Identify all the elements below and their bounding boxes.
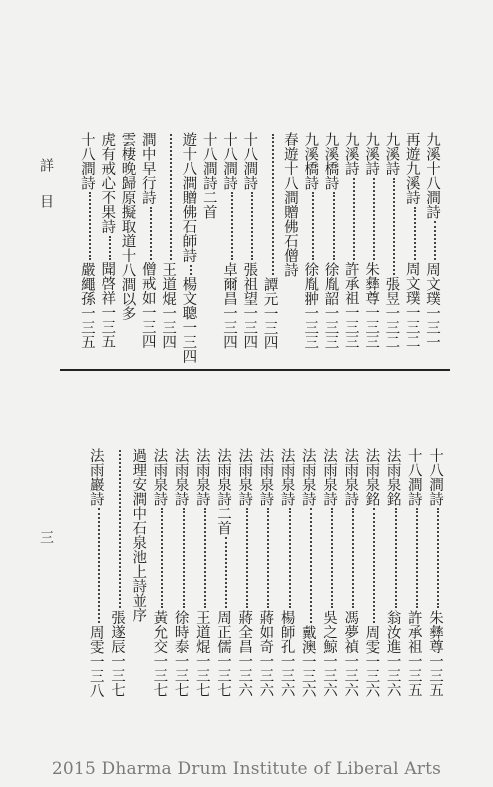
leader-dots [410, 508, 418, 608]
entry-author: 朱彝尊 [363, 261, 380, 305]
entry-author: 嚴繩孫 [78, 262, 95, 306]
entry-page-number: 一三七 [215, 653, 231, 697]
entry-page-number: 一三六 [342, 653, 359, 697]
entry-title: 法雨泉詩 [342, 448, 359, 506]
leader-dots [347, 178, 355, 260]
watermark: 2015 Dharma Drum Institute of Liberal Arts [51, 759, 442, 779]
entry-title: 澗中早行詩 [139, 132, 156, 205]
leader-dots [198, 508, 206, 608]
leader-dots [83, 192, 91, 260]
leader-dots [261, 508, 269, 608]
leader-dots [389, 508, 397, 608]
entry-author: 楊師孔 [278, 610, 295, 654]
leader-dots [387, 178, 395, 275]
leader-dots [225, 192, 233, 260]
entry-page-number: 一三六 [299, 654, 316, 698]
leader-dots [113, 450, 121, 608]
entry-title: 雲棲晚歸原擬取道十八澗以多 [119, 132, 136, 321]
leader-dots [155, 508, 163, 608]
entry-page-number: 一三二 [383, 305, 400, 349]
entry-title: 十八澗詩 [221, 132, 237, 190]
entry-page-number: 一三四 [160, 305, 177, 349]
toc-entry[interactable] [238, 132, 260, 352]
entry-title: 十八澗詩 [78, 132, 95, 190]
entry-page-number: 一三七 [151, 653, 168, 697]
entry-title: 法雨泉詩 [321, 448, 337, 506]
leader-dots [325, 508, 333, 608]
entry-title: 過理安澗中石泉池上詩並序 [130, 448, 147, 622]
entry-title: 十八澗詩二首 [200, 132, 217, 219]
entry-page-number: 一三三 [342, 305, 359, 349]
entry-author: 周正儒 [215, 610, 231, 654]
entry-title: 法雨泉詩 [236, 448, 253, 506]
entry-title: 法雨泉詩 [257, 448, 274, 506]
entry-title: 法雨泉詩 [299, 448, 316, 506]
entry-page-number: 一三七 [193, 653, 210, 697]
toc-entry[interactable] [382, 448, 404, 700]
entry-title: 再遊九溪詩 [403, 132, 420, 205]
entry-page-number: 一三六 [384, 653, 401, 697]
entry-title: 遊十八澗贈佛石師詩 [180, 132, 197, 263]
entry-title: 九溪橋詩 [302, 132, 319, 190]
leader-dots [177, 508, 185, 608]
entry-author: 徐時泰 [172, 610, 189, 654]
entry-title: 虎有戒心不果詩 [99, 132, 116, 234]
entry-page-number: 一三五 [99, 305, 116, 349]
entry-author: 黃允交 [151, 610, 168, 654]
entry-title: 法雨泉詩 [278, 448, 295, 506]
toc-entry[interactable] [254, 448, 276, 700]
leader-dots [240, 508, 248, 608]
leader-dots [428, 221, 436, 260]
entry-title: 法雨泉詩 [151, 448, 168, 506]
entry-title: 十八澗詩 [241, 132, 258, 190]
page-number: 三 [38, 530, 54, 544]
toc-entry[interactable] [117, 132, 139, 352]
toc-entry[interactable] [198, 132, 220, 352]
entry-page-number: 一三四 [241, 305, 258, 349]
entry-author: 蔣如奇 [257, 610, 274, 654]
toc-entry[interactable] [137, 132, 159, 352]
leader-dots [306, 192, 314, 260]
leader-dots [431, 508, 439, 608]
leader-dots [184, 265, 192, 275]
leader-dots [144, 207, 152, 260]
toc-entry[interactable] [148, 448, 170, 700]
leader-dots [103, 236, 111, 260]
entry-author: 徐胤翀 [302, 262, 319, 306]
leader-dots [219, 537, 227, 608]
toc-entry[interactable] [318, 448, 340, 700]
entry-author: 翁汝進 [384, 610, 401, 654]
entry-page-number: 一三四 [139, 305, 156, 349]
entry-author: 周文璞 [424, 262, 440, 306]
leader-dots [346, 508, 354, 608]
leader-dots [367, 508, 375, 623]
entry-author: 王道焜 [193, 610, 210, 654]
entry-page-number: 一三六 [363, 654, 380, 698]
leader-dots [304, 508, 312, 623]
entry-page-number: 一三一 [424, 305, 440, 349]
entry-author: 聞啓祥 [99, 261, 116, 305]
toc-entry[interactable] [360, 132, 382, 352]
entry-author: 周雯 [363, 625, 380, 654]
entry-page-number: 一三五 [78, 305, 95, 349]
entry-author: 蔣全昌 [236, 610, 253, 654]
toc-entry[interactable] [276, 448, 298, 700]
entry-page-number: 一三七 [109, 653, 125, 697]
toc-entry[interactable] [259, 132, 281, 352]
toc-entry[interactable] [339, 448, 361, 700]
entry-title: 法雨泉詩二首 [215, 448, 231, 535]
toc-entry[interactable] [96, 132, 118, 352]
entry-title: 九溪詩 [383, 132, 400, 176]
entry-page-number: 一三三 [363, 305, 380, 349]
entry-author: 張祖望 [241, 262, 258, 306]
toc-entry[interactable] [297, 448, 319, 700]
entry-title: 法雨泉詩 [193, 448, 210, 506]
toc-entry[interactable] [85, 448, 107, 700]
entry-title: 九溪詩 [363, 132, 380, 176]
leader-dots [164, 134, 172, 260]
entry-page-number: 一三五 [405, 653, 422, 697]
entry-page-number: 一三六 [236, 653, 253, 697]
entry-author: 徐胤韶 [322, 262, 339, 306]
entry-page-number: 一三七 [172, 653, 189, 697]
toc-entry[interactable] [403, 448, 425, 700]
leader-dots [283, 508, 291, 608]
entry-author: 許承祖 [342, 261, 359, 305]
entry-author: 僧戒如 [139, 261, 156, 305]
entry-author: 王道焜 [160, 262, 177, 306]
toc-entry[interactable] [424, 448, 446, 700]
toc-entry[interactable] [177, 132, 199, 364]
leader-dots [408, 207, 416, 260]
toc-entry[interactable] [380, 132, 402, 352]
entry-title: 十八澗詩 [427, 448, 443, 506]
section-label: 詳目 [38, 158, 54, 230]
toc-entry[interactable] [299, 132, 321, 352]
entry-title: 法雨泉詩 [172, 448, 189, 506]
entry-page-number: 一三四 [180, 320, 197, 364]
entry-author: 朱彝尊 [427, 610, 443, 654]
toc-entry[interactable] [320, 132, 342, 352]
divider-rule [60, 369, 450, 371]
entry-author: 周文璞 [403, 261, 420, 305]
leader-dots [92, 508, 100, 623]
entry-author: 譚元 [261, 277, 278, 306]
toc-entry[interactable] [401, 132, 423, 352]
entry-page-number: 一三二 [403, 305, 420, 349]
entry-page-number: 一三四 [221, 305, 237, 349]
toc-entry[interactable] [157, 132, 179, 352]
toc-entry[interactable] [421, 132, 443, 352]
leader-dots [245, 192, 253, 260]
toc-entry[interactable] [360, 448, 382, 700]
leader-dots [266, 134, 274, 275]
toc-entry[interactable] [76, 132, 98, 352]
entry-page-number: 一三六 [278, 653, 295, 697]
entry-author: 許承祖 [405, 610, 422, 654]
leader-dots [367, 178, 375, 260]
entry-author: 馮夢禎 [342, 610, 359, 654]
leader-dots [327, 192, 335, 260]
entry-title: 法雨泉銘 [384, 448, 401, 506]
entry-title: 九溪詩 [342, 132, 359, 176]
toc-entry[interactable] [191, 448, 213, 700]
entry-title: 十八澗詩 [405, 448, 422, 506]
entry-page-number: 一三五 [427, 653, 443, 697]
entry-page-number: 一三六 [321, 653, 337, 697]
entry-author: 吳之鯨 [321, 610, 337, 654]
toc-entry[interactable] [218, 132, 240, 352]
entry-author: 卓爾昌 [221, 262, 237, 306]
entry-author: 楊文聰 [180, 276, 197, 320]
entry-title: 法雨巖詩 [87, 448, 104, 506]
entry-title: 春遊十八澗贈佛石僧詩 [281, 132, 298, 277]
entry-author: 戴澳 [299, 625, 316, 654]
entry-author: 張昱 [383, 276, 400, 306]
toc-entry[interactable] [127, 448, 149, 700]
entry-page-number: 一三三 [302, 305, 319, 349]
toc-entry[interactable] [340, 132, 362, 352]
entry-title: 九溪十八澗詩 [424, 132, 440, 219]
entry-title: 法雨泉銘 [363, 448, 380, 506]
entry-page-number: 一三八 [87, 654, 104, 698]
entry-title: 九溪橋詩 [322, 132, 339, 190]
toc-entry[interactable] [212, 448, 234, 700]
entry-page-number: 一三六 [257, 653, 274, 697]
toc-entry[interactable] [106, 448, 128, 700]
toc-entry[interactable] [279, 132, 301, 352]
toc-entry[interactable] [170, 448, 192, 700]
entry-page-number: 一三三 [322, 305, 339, 349]
entry-author: 張遂辰 [109, 610, 125, 654]
entry-page-number: 一三四 [261, 306, 278, 350]
entry-author: 周雯 [87, 625, 104, 654]
toc-entry[interactable] [233, 448, 255, 700]
